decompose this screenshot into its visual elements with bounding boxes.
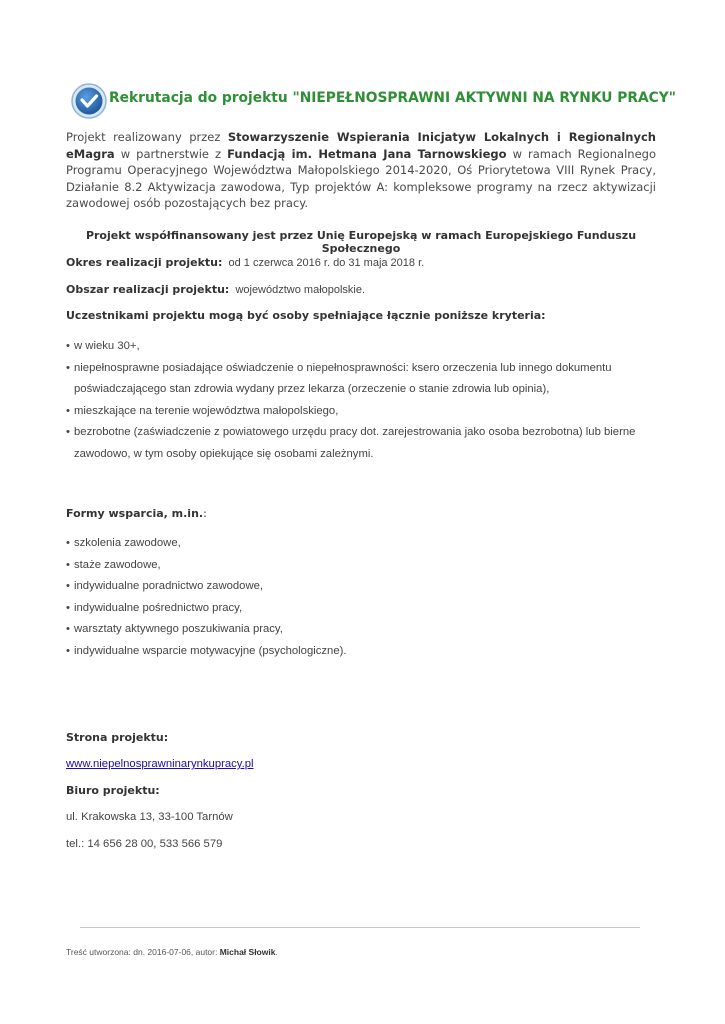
website-heading: Strona projektu:: [66, 731, 169, 744]
list-item: • indywidualne pośrednictwo pracy,: [66, 598, 666, 620]
project-area: Obszar realizacji projektu: województwo małopolskie.: [66, 283, 366, 296]
page-header: [71, 82, 676, 122]
list-item: • niepełnosprawne posiadające oświadczenie o niepełnosprawności: ksero orzeczenia lub innego dokumentu poświadczającego stan zdrowia wydany przez lekarza (orzeczenie o stanie zdrowia lub opinia),: [66, 358, 666, 401]
organization-fundacja: Fundacją im. Hetmana Jana Tarnowskiego: [227, 146, 507, 161]
list-item: • w wieku 30+,: [66, 336, 666, 358]
support-heading: Formy wsparcia, m.in.:: [66, 507, 207, 520]
list-item: • bezrobotne (zaświadczenie z powiatowego urzędu pracy dot. zarejestrowania jako osoba bezrobotna) lub bierne zawodowo, w tym osoby opiekujące się osobami zależnymi.: [66, 422, 666, 465]
page-title: Rekrutacja do projektu "NIEPEŁNOSPRAWNI AKTYWNI NA RYNKU PRACY": [109, 90, 676, 106]
list-item: • warsztaty aktywnego poszukiwania pracy,: [66, 619, 666, 641]
author-name: Michał Słowik: [219, 947, 276, 957]
criteria-heading: Uczestnikami projektu mogą być osoby spełniające łącznie poniższe kryteria:: [66, 309, 546, 322]
office-phone: tel.: 14 656 28 00, 533 566 579: [66, 838, 223, 850]
checkmark-badge-icon: [71, 83, 107, 119]
project-period: Okres realizacji projektu: od 1 czerwca 2016 r. do 31 maja 2018 r.: [66, 256, 425, 269]
list-item: • staże zawodowe,: [66, 555, 666, 577]
office-heading: Biuro projektu:: [66, 784, 160, 797]
organization-emagra: Stowarzyszenie Wspierania Inicjatyw Lokalnych i Regionalnych eMagra: [66, 130, 656, 161]
criteria-list: [66, 336, 666, 465]
project-description: Projekt realizowany przez Stowarzyszenie Wspierania Inicjatyw Lokalnych i Regionalnych eMagra w partnerstwie z Fundacją im. Hetmana Jana Tarnowskiego w ramach Regionalnego Programu Operacyjnego Województwa Małopolskiego 2014-2020, Oś Priorytetowa VIII Rynek Pracy, Działanie 8.2 Aktywizacja zawodowa, Typ projektów A: kompleksowe programy na rzecz aktywizacji zawodowej osób pozostających bez pracy.: [66, 130, 656, 210]
footer-meta: Treść utworzona: dn. 2016-07-06, autor: Michał Słowik.: [66, 947, 278, 957]
website-link[interactable]: www.niepelnosprawninarynkupracy.pl: [66, 758, 254, 770]
list-item: • indywidualne wsparcie motywacyjne (psychologiczne).: [66, 641, 666, 663]
footer-divider: [80, 927, 640, 928]
support-list: [66, 533, 666, 663]
list-item: • szkolenia zawodowe,: [66, 533, 666, 555]
list-item: • mieszkające na terenie województwa małopolskiego,: [66, 401, 666, 423]
cofinancing-note: Projekt współfinansowany jest przez Unię Europejską w ramach Europejskiego Funduszu Społecznego: [85, 229, 637, 255]
list-item: • indywidualne poradnictwo zawodowe,: [66, 576, 666, 598]
office-address: ul. Krakowska 13, 33-100 Tarnów: [66, 811, 233, 823]
